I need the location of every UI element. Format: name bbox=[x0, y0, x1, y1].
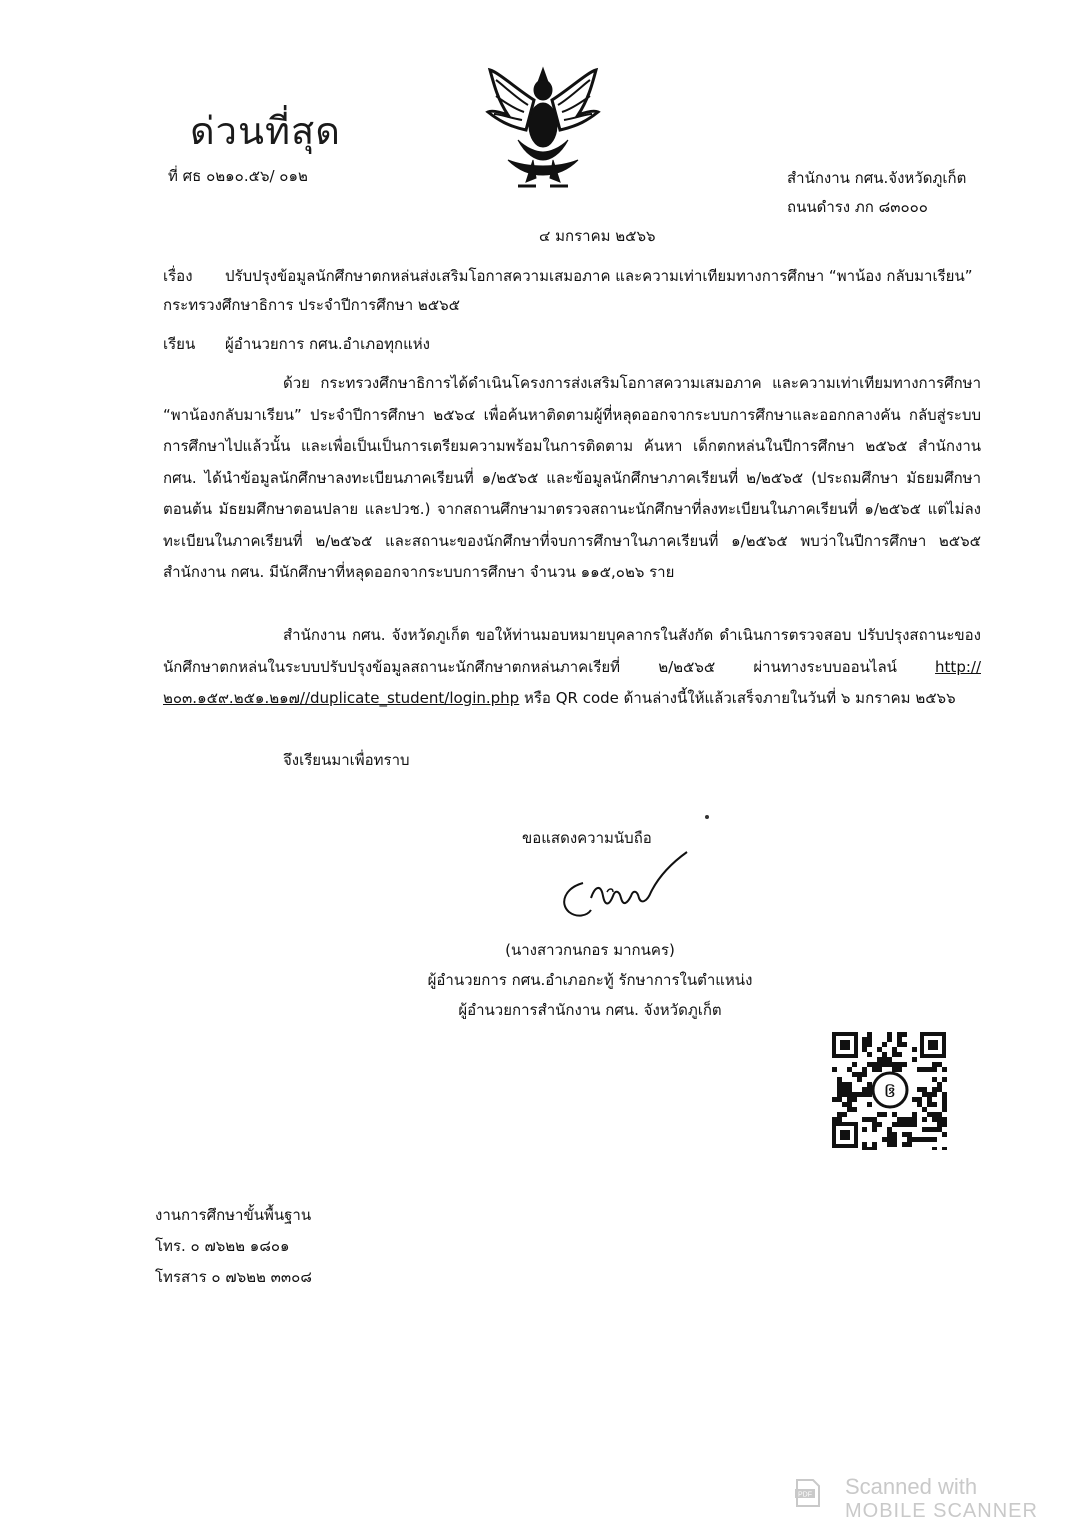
qr-module bbox=[892, 1137, 897, 1142]
qr-module bbox=[897, 1122, 902, 1127]
qr-module bbox=[917, 1067, 922, 1072]
qr-module bbox=[897, 1062, 902, 1067]
qr-module bbox=[862, 1072, 867, 1077]
qr-module bbox=[877, 1112, 882, 1117]
qr-module bbox=[877, 1122, 882, 1127]
qr-module bbox=[942, 1097, 947, 1102]
qr-module bbox=[937, 1122, 942, 1127]
qr-module bbox=[917, 1087, 922, 1092]
qr-module bbox=[932, 1137, 937, 1142]
qr-module bbox=[922, 1087, 927, 1092]
qr-module bbox=[872, 1127, 877, 1132]
qr-module bbox=[862, 1067, 867, 1072]
qr-module bbox=[877, 1067, 882, 1072]
qr-module bbox=[907, 1117, 912, 1122]
qr-module bbox=[887, 1127, 892, 1132]
qr-module bbox=[892, 1067, 897, 1072]
qr-module bbox=[867, 1032, 872, 1037]
qr-module bbox=[932, 1092, 937, 1097]
signer-position-1: ผู้อำนวยการ กศน.อำเภอกะทู้ รักษาการในตำแหน่ง bbox=[427, 971, 753, 989]
qr-module bbox=[867, 1147, 872, 1150]
qr-module bbox=[907, 1137, 912, 1142]
qr-module bbox=[917, 1097, 922, 1102]
qr-module bbox=[907, 1142, 912, 1147]
qr-module bbox=[842, 1102, 847, 1107]
closing-line: จึงเรียนมาเพื่อทราบ bbox=[283, 751, 410, 769]
qr-module bbox=[917, 1137, 922, 1142]
qr-module bbox=[892, 1052, 897, 1057]
qr-module bbox=[877, 1057, 882, 1062]
paragraph-2-deadline: หรือ QR code ด้านล่างนี้ให้แล้วเสร็จภายในวันที่ ๖ มกราคม ๒๕๖๖ bbox=[519, 689, 956, 707]
qr-module bbox=[862, 1042, 867, 1047]
qr-module bbox=[942, 1102, 947, 1107]
qr-module bbox=[927, 1112, 932, 1117]
qr-module bbox=[932, 1117, 937, 1122]
qr-module bbox=[887, 1132, 892, 1137]
qr-module bbox=[897, 1052, 902, 1057]
qr-module bbox=[887, 1137, 892, 1142]
qr-module bbox=[877, 1062, 882, 1067]
qr-module bbox=[887, 1032, 892, 1037]
qr-module bbox=[862, 1117, 867, 1122]
qr-module bbox=[902, 1062, 907, 1067]
qr-module bbox=[932, 1147, 937, 1150]
system-link[interactable]: http://๒๐๓.๑๕๙.๒๕๑.๒๑๗//duplicate_student/login.php bbox=[163, 657, 981, 707]
qr-module bbox=[942, 1122, 947, 1127]
qr-module bbox=[902, 1042, 907, 1047]
qr-module bbox=[837, 1077, 842, 1082]
qr-module bbox=[922, 1137, 927, 1142]
signer-block bbox=[390, 935, 790, 1025]
watermark-line-2: MOBILE SCANNER bbox=[845, 1500, 1038, 1522]
qr-module bbox=[902, 1032, 907, 1037]
qr-module bbox=[837, 1087, 842, 1092]
qr-module bbox=[887, 1062, 892, 1067]
qr-module bbox=[897, 1037, 902, 1042]
qr-module bbox=[882, 1137, 887, 1142]
qr-module bbox=[927, 1092, 932, 1097]
qr-module bbox=[847, 1082, 852, 1087]
qr-module bbox=[837, 1117, 842, 1122]
qr-module bbox=[942, 1107, 947, 1112]
recipient-text: ผู้อำนวยการ กศน.อำเภอทุกแห่ง bbox=[225, 335, 430, 353]
qr-module bbox=[887, 1142, 892, 1147]
qr-module bbox=[872, 1142, 877, 1147]
fax-number: โทรสาร ๐ ๗๖๒๒ ๓๓๐๘ bbox=[155, 1268, 312, 1286]
respect-line: ขอแสดงความนับถือ bbox=[522, 829, 652, 847]
qr-module bbox=[932, 1062, 937, 1067]
qr-module bbox=[932, 1077, 937, 1082]
reference-number: ที่ ศธ ๐๒๑๐.๕๖/ ๐๑๒ bbox=[168, 167, 308, 185]
qr-module bbox=[897, 1117, 902, 1122]
contact-footer bbox=[155, 1200, 312, 1293]
qr-module bbox=[842, 1112, 847, 1117]
qr-module bbox=[937, 1062, 942, 1067]
qr-module bbox=[867, 1087, 872, 1092]
qr-module bbox=[902, 1142, 907, 1147]
office-name: สำนักงาน กศน.จังหวัดภูเก็ต bbox=[787, 169, 967, 187]
qr-module bbox=[942, 1117, 947, 1122]
qr-module bbox=[942, 1132, 947, 1137]
qr-module bbox=[847, 1087, 852, 1092]
subject-text: ปรับปรุงข้อมูลนักศึกษาตกหล่นส่งเสริมโอกาสความเสมอภาค และความเท่าเทียมทางการศึกษา “พาน้อง กลับมาเรียน” กระทรวงศึกษาธิการ ประจำปีการศึกษา ๒๕๖๕ bbox=[163, 267, 973, 314]
qr-module bbox=[942, 1147, 947, 1150]
qr-module bbox=[882, 1042, 887, 1047]
qr-module bbox=[852, 1072, 857, 1077]
qr-module bbox=[902, 1122, 907, 1127]
signer-position-2: ผู้อำนวยการสำนักงาน กศน. จังหวัดภูเก็ต bbox=[458, 1001, 722, 1019]
qr-module bbox=[867, 1037, 872, 1042]
qr-module bbox=[862, 1127, 867, 1132]
qr-module bbox=[867, 1102, 872, 1107]
qr-module bbox=[872, 1062, 877, 1067]
qr-module bbox=[857, 1092, 862, 1097]
letter-date: ๔ มกราคม ๒๕๖๖ bbox=[539, 227, 656, 245]
qr-module bbox=[877, 1047, 882, 1052]
qr-module bbox=[897, 1032, 902, 1037]
qr-module bbox=[852, 1092, 857, 1097]
qr-module bbox=[842, 1082, 847, 1087]
qr-module bbox=[942, 1077, 947, 1082]
paragraph-2-text: สำนักงาน กศน. จังหวัดภูเก็ต ขอให้ท่านมอบหมายบุคลากรในสังกัด ดำเนินการตรวจสอบ ปรับปรุงสถานะของนักศึกษาตกหล่นในระบบปรับปรุงข้อมูลสถานะนักศึกษาตกหล่นภาคเรียที่ ๒/๒๕๖๕ ผ่านทางระบบออนไลน์ bbox=[163, 626, 981, 676]
recipient-line bbox=[163, 332, 430, 356]
qr-module bbox=[882, 1052, 887, 1057]
qr-module bbox=[942, 1092, 947, 1097]
qr-module bbox=[927, 1097, 932, 1102]
qr-module bbox=[892, 1047, 897, 1052]
qr-module bbox=[922, 1117, 927, 1122]
qr-module bbox=[927, 1102, 932, 1107]
body-paragraph-1: ด้วย กระทรวงศึกษาธิการได้ดำเนินโครงการส่งเสริมโอกาสความเสมอภาค และความเท่าเทียมทางการศึกษา “พาน้องกลับมาเรียน” ประจำปีการศึกษา ๒๕๖๔ เพื่อค้นหาติดตามผู้ที่หลุดออกจากระบบการศึกษาและออกกลางคัน กลับสู่ระบบการศึกษาไปแล้วนั้น และเพื่อเป็นเป็นการเตรียมความพร้อมในการติดตาม ค้นหา เด็กตกหล่นในปีการศึกษา ๒๕๖๕ สำนักงาน กศน. ได้นำข้อมูลนักศึกษาลงทะเบียนภาคเรียนที่ ๑/๒๕๖๕ และข้อมูลนักศึกษาภาคเรียนที่ ๒/๒๕๖๕ (ประถมศึกษา มัธยมศึกษาตอนต้น มัธยมศึกษาตอนปลาย และปวช.) จากสถานศึกษามาตรวจสถานะนักศึกษาที่ลงทะเบียนในภาคเรียนที่ ๑/๒๕๖๕ แต่ไม่ลงทะเบียนในภาคเรียนที่ ๒/๒๕๖๕ และสถานะของนักศึกษาที่จบการศึกษาในภาคเรียนที่ ๑/๒๕๖๕ พบว่าในปีการศึกษา ๒๕๖๕ สำนักงาน กศน. มีนักศึกษาที่หลุดออกจากระบบการศึกษา จำนวน ๑๑๕,๐๒๖ ราย bbox=[163, 374, 981, 581]
qr-module bbox=[932, 1127, 937, 1132]
qr-module bbox=[912, 1117, 917, 1122]
qr-module bbox=[867, 1052, 872, 1057]
signer-name: (นางสาวกนกอร มากนคร) bbox=[505, 941, 675, 959]
qr-module bbox=[837, 1082, 842, 1087]
qr-module bbox=[872, 1067, 877, 1072]
qr-module bbox=[857, 1077, 862, 1082]
subject-label: เรื่อง bbox=[163, 267, 193, 285]
qr-module bbox=[852, 1107, 857, 1112]
qr-module bbox=[892, 1122, 897, 1127]
qr-module bbox=[932, 1112, 937, 1117]
qr-module bbox=[887, 1057, 892, 1062]
qr-module bbox=[842, 1092, 847, 1097]
qr-module bbox=[912, 1047, 917, 1052]
qr-module bbox=[907, 1122, 912, 1127]
qr-module bbox=[867, 1042, 872, 1047]
qr-module bbox=[902, 1132, 907, 1137]
qr-module bbox=[937, 1117, 942, 1122]
qr-module bbox=[912, 1112, 917, 1117]
qr-module bbox=[837, 1092, 842, 1097]
qr-module bbox=[912, 1057, 917, 1062]
qr-module bbox=[912, 1137, 917, 1142]
qr-module bbox=[862, 1087, 867, 1092]
body-paragraph-2 bbox=[163, 620, 981, 715]
phone-number: โทร. ๐ ๗๖๒๒ ๑๘๐๑ bbox=[155, 1237, 290, 1255]
qr-module bbox=[887, 1037, 892, 1042]
qr-module bbox=[862, 1092, 867, 1097]
qr-module bbox=[937, 1112, 942, 1117]
qr-module bbox=[892, 1132, 897, 1137]
qr-module bbox=[932, 1067, 937, 1072]
qr-module bbox=[882, 1062, 887, 1067]
qr-module bbox=[922, 1092, 927, 1097]
qr-module bbox=[902, 1117, 907, 1122]
qr-module bbox=[922, 1107, 927, 1112]
qr-module bbox=[897, 1042, 902, 1047]
svg-text:PDF: PDF bbox=[798, 1491, 812, 1499]
qr-module bbox=[837, 1097, 842, 1102]
qr-module bbox=[932, 1102, 937, 1107]
qr-module bbox=[862, 1037, 867, 1042]
qr-module bbox=[937, 1127, 942, 1132]
qr-module bbox=[832, 1097, 837, 1102]
recipient-label: เรียน bbox=[163, 335, 196, 353]
office-street: ถนนดำรง ภก ๘๓๐๐๐ bbox=[787, 198, 928, 216]
qr-module bbox=[932, 1087, 937, 1092]
qr-module bbox=[852, 1097, 857, 1102]
handwritten-signature bbox=[555, 848, 695, 923]
garuda-emblem-icon bbox=[478, 60, 608, 195]
qr-module bbox=[892, 1142, 897, 1147]
qr-module bbox=[897, 1067, 902, 1072]
qr-module bbox=[847, 1102, 852, 1107]
qr-module bbox=[847, 1107, 852, 1112]
qr-module bbox=[862, 1047, 867, 1052]
pdf-icon bbox=[793, 1478, 823, 1508]
qr-module bbox=[927, 1067, 932, 1072]
qr-module bbox=[832, 1117, 837, 1122]
qr-module bbox=[847, 1092, 852, 1097]
qr-module bbox=[872, 1122, 877, 1127]
qr-module bbox=[852, 1062, 857, 1067]
qr-module bbox=[872, 1147, 877, 1150]
qr-module bbox=[867, 1062, 872, 1067]
urgency-stamp: ด่วนที่สุด bbox=[190, 109, 341, 153]
qr-code[interactable] bbox=[830, 1030, 948, 1150]
qr-module bbox=[847, 1097, 852, 1102]
office-address bbox=[787, 164, 966, 222]
qr-module bbox=[882, 1057, 887, 1062]
scanner-watermark bbox=[793, 1474, 1038, 1538]
qr-module bbox=[937, 1082, 942, 1087]
qr-module bbox=[917, 1102, 922, 1107]
qr-module bbox=[872, 1117, 877, 1122]
qr-module bbox=[837, 1112, 842, 1117]
qr-module bbox=[882, 1112, 887, 1117]
qr-module bbox=[927, 1127, 932, 1132]
qr-module bbox=[842, 1087, 847, 1092]
watermark-line-1: Scanned with bbox=[845, 1474, 978, 1499]
qr-module bbox=[867, 1117, 872, 1122]
subject-line bbox=[163, 262, 983, 320]
ink-dot bbox=[705, 815, 709, 819]
qr-module bbox=[907, 1132, 912, 1137]
qr-module bbox=[922, 1127, 927, 1132]
department-name: งานการศึกษาขั้นพื้นฐาน bbox=[155, 1206, 312, 1224]
qr-module bbox=[927, 1137, 932, 1142]
qr-module bbox=[912, 1122, 917, 1127]
qr-module bbox=[847, 1067, 852, 1072]
qr-module bbox=[912, 1097, 917, 1102]
qr-module bbox=[857, 1072, 862, 1077]
qr-module bbox=[892, 1112, 897, 1117]
qr-module bbox=[892, 1062, 897, 1067]
qr-module bbox=[867, 1092, 872, 1097]
qr-center-glyph: ឲ bbox=[883, 1078, 897, 1102]
qr-module bbox=[832, 1067, 837, 1072]
qr-module bbox=[862, 1142, 867, 1147]
qr-module bbox=[922, 1067, 927, 1072]
qr-module bbox=[867, 1082, 872, 1087]
qr-module bbox=[862, 1147, 867, 1150]
qr-module bbox=[942, 1067, 947, 1072]
qr-module bbox=[937, 1087, 942, 1092]
